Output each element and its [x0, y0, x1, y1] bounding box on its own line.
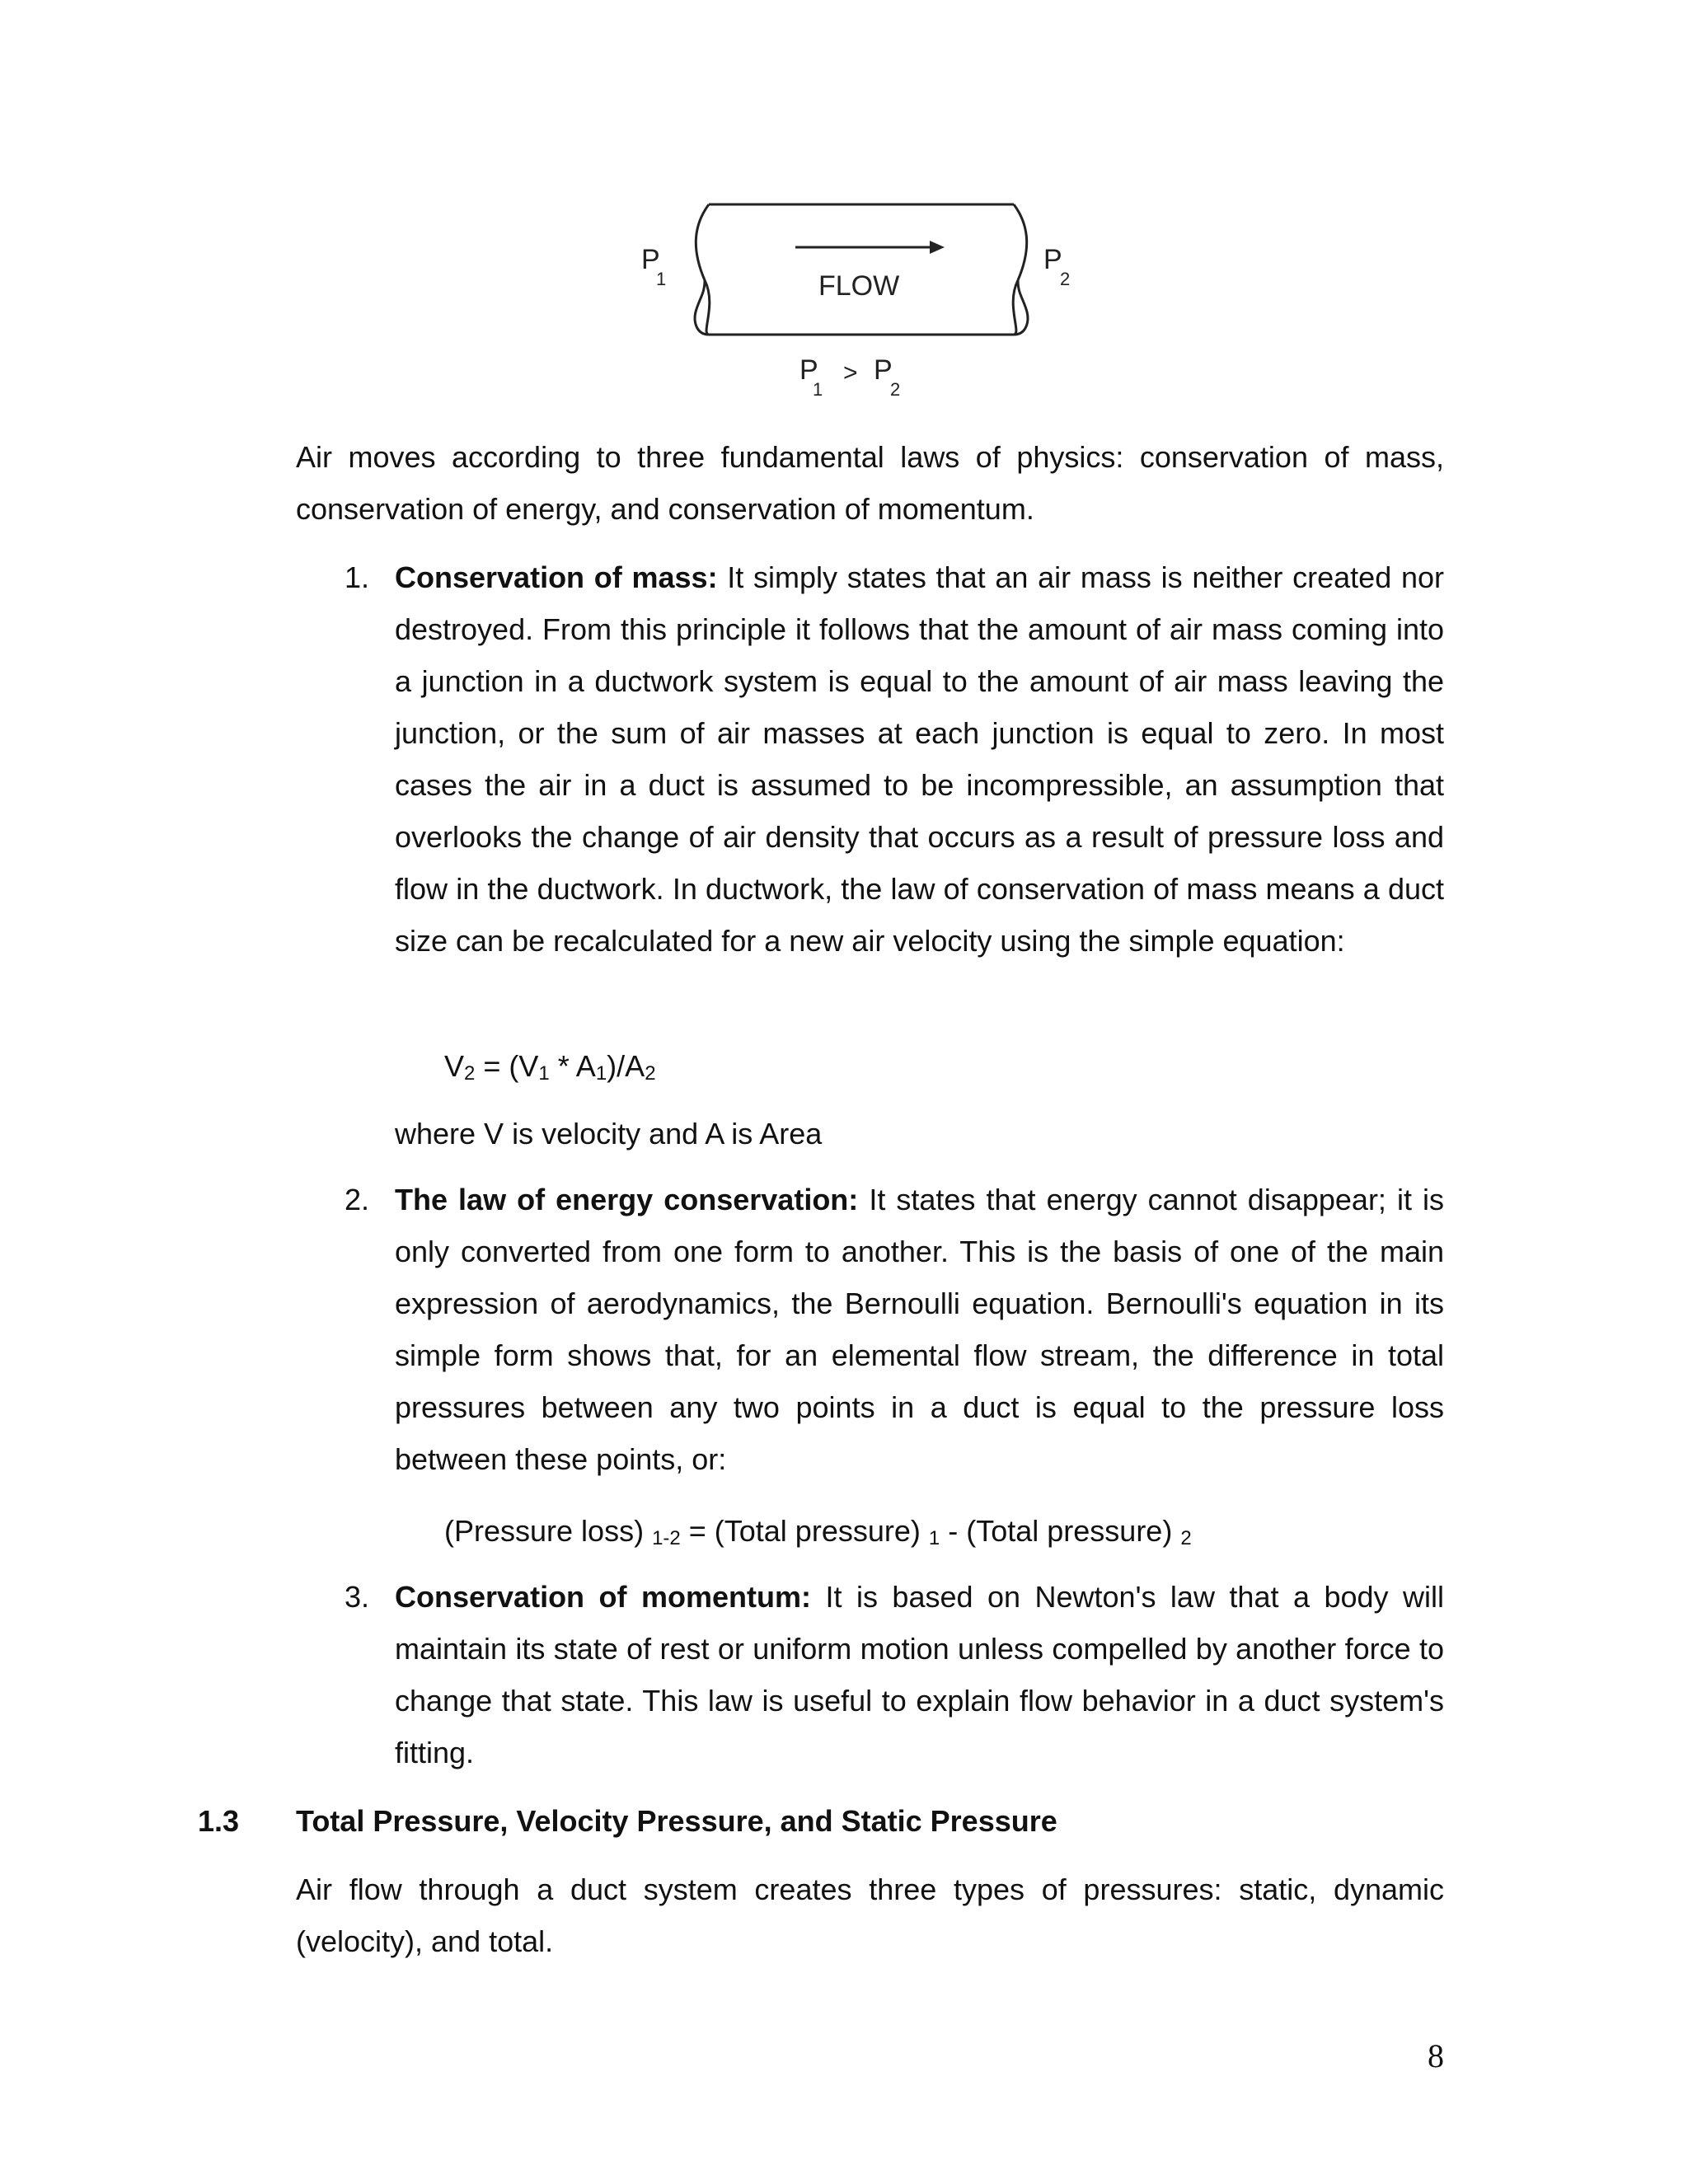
- flow-arrow-head: [930, 241, 945, 254]
- relation-left-sub: 1: [813, 379, 823, 400]
- equation-continuity: V2 = (V1 * A1)/A2: [444, 1049, 656, 1085]
- list-number-2: 2.: [345, 1183, 370, 1216]
- duct-right-break: [1013, 204, 1028, 335]
- list-item-1: [395, 551, 1444, 967]
- equation-bernoulli: (Pressure loss) 1-2 = (Total pressure) 1 - (Total pressure) 2: [444, 1514, 1192, 1549]
- equation-where-text: where V is velocity and A is Area: [395, 1117, 823, 1151]
- section-paragraph: Air flow through a duct system creates three types of pressures: static, dynamic (velocity), and total.: [296, 1872, 1444, 1958]
- intro-paragraph: Air moves according to three fundamental laws of physics: conservation of mass, conservation of energy, and conservation of momentum.: [296, 440, 1444, 526]
- page-number: 8: [1428, 2037, 1444, 2074]
- relation-right: P: [874, 354, 893, 386]
- relation-left: P: [799, 354, 818, 386]
- relation-operator: >: [843, 359, 858, 387]
- p1-label: P: [641, 244, 660, 275]
- list-item-2-text: It states that energy cannot disappear; it is only converted from one form to another. This is the basis of one of the main expression of aerodynamics, the Bernoulli equation. Bernoulli's equation in its simple form shows that, for an elemental flow stream, the difference in total pressures between any two points in a duct is equal to the pressure loss between these points, or:: [395, 1183, 1445, 1476]
- list-item-3-text: It is based on Newton's law that a body will maintain its state of rest or uniform motion unless compelled by another force to change that state. This law is useful to explain flow behavior in a duct system's fitting.: [395, 1580, 1444, 1769]
- list-item-2: [395, 1174, 1444, 1485]
- p1-subscript: 1: [656, 269, 667, 289]
- p2-label: P: [1043, 244, 1062, 275]
- list-number-3: 3.: [345, 1580, 370, 1614]
- list-item-1-title: Conservation of mass:: [395, 560, 718, 594]
- list-item-1-text: It simply states that an air mass is neither created nor destroyed. From this principle it follows that the amount of air mass coming into a junction in a ductwork system is equal to the amount of air mass leaving the junction, or the sum of air masses at each junction is equal to zero. In most cases the air in a duct is assumed to be incompressible, an assumption that overlooks the change of air density that occurs as a result of pressure loss and flow in the ductwork. In ductwork, the law of conservation of mass means a duct size can be recalculated for a new air velocity using the simple equation:: [395, 560, 1444, 958]
- duct-flow-figure: [626, 190, 1088, 412]
- relation-right-sub: 2: [890, 379, 901, 400]
- list-item-3: [395, 1571, 1444, 1779]
- list-item-3-title: Conservation of momentum:: [395, 1580, 811, 1614]
- list-number-1: 1.: [345, 560, 370, 594]
- p2-subscript: 2: [1060, 269, 1071, 289]
- section-title: Total Pressure, Velocity Pressure, and Static Pressure: [296, 1804, 1057, 1838]
- section-number: 1.3: [198, 1804, 240, 1838]
- flow-label: FLOW: [818, 270, 900, 302]
- duct-left-break: [695, 204, 710, 335]
- list-item-2-title: The law of energy conservation:: [395, 1183, 859, 1216]
